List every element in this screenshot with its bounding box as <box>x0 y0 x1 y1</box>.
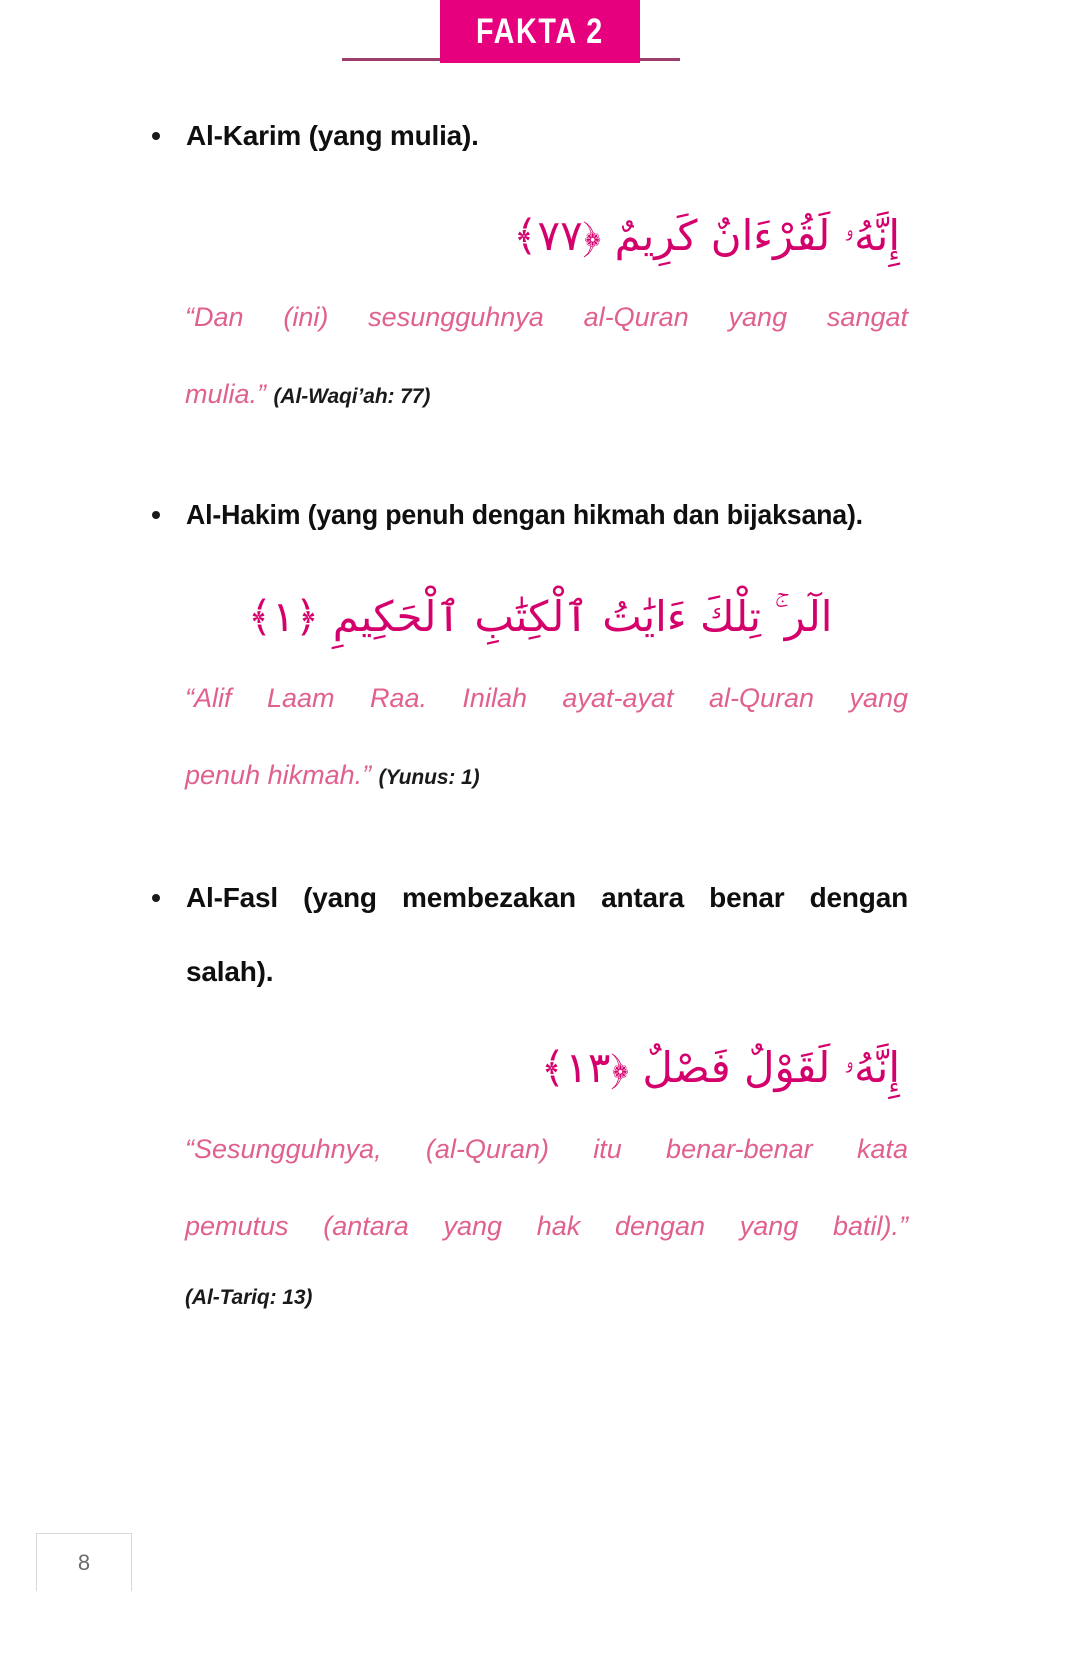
verse-citation: (Al-Waqi’ah: 77) <box>273 384 431 408</box>
verse-citation: (Yunus: 1) <box>378 765 480 789</box>
fact-heading <box>186 880 908 991</box>
translation-quote <box>0 1130 1080 1313</box>
bullet-dot-icon <box>152 894 160 902</box>
fact-banner <box>440 0 640 63</box>
bullet-heading-row <box>0 118 1080 155</box>
footer-band <box>0 1591 1080 1669</box>
quote-line: “Alif Laam Raa. Inilah ayat-ayat al-Quran yang <box>185 683 908 714</box>
fact-heading-line: salah). <box>186 955 274 987</box>
quote-line-text: mulia.” <box>185 378 267 409</box>
quote-line <box>185 375 908 413</box>
fact-item-al-fasl <box>0 880 1080 1313</box>
bullet-dot-icon <box>152 511 160 519</box>
quote-line: “Dan (ini) sesungguhnya al-Quran yang sangat <box>185 302 908 333</box>
fact-item-al-hakim <box>0 497 1080 794</box>
fact-heading-line: Al-Fasl (yang membezakan antara benar dengan <box>186 882 908 914</box>
page-header <box>0 0 1080 90</box>
quran-verse-arabic: الٓر ۚ تِلْكَ ءَايَٰتُ ٱلْكِتَٰبِ ٱلْحَكِيمِ ﴿١﴾ <box>247 591 833 641</box>
page-number: 8 <box>77 1549 91 1575</box>
page-content <box>0 118 1080 1313</box>
bullet-heading-row <box>0 880 1080 991</box>
section-gap <box>0 794 1080 880</box>
translation-quote <box>0 679 1080 794</box>
fact-banner-label: FAKTA 2 <box>476 11 604 51</box>
section-gap <box>0 413 1080 497</box>
page-number-box <box>36 1533 132 1591</box>
verse-citation: (Al-Tariq: 13) <box>185 1286 313 1310</box>
fact-item-al-karim <box>0 118 1080 413</box>
quote-line: pemutus (antara yang hak dengan yang batil).” <box>185 1210 908 1241</box>
quote-line-text: penuh hikmah.” <box>185 759 372 790</box>
quran-verse-arabic: إِنَّهُۥ لَقُرْءَانٌ كَرِيمٌ ﴿٧٧﴾ <box>512 210 900 260</box>
quote-line: “Sesungguhnya, (al-Quran) itu benar-benar kata <box>185 1134 908 1165</box>
fact-heading: Al-Karim (yang mulia). <box>186 120 479 151</box>
fact-heading: Al-Hakim (yang penuh dengan hikmah dan bijaksana). <box>186 499 863 531</box>
bullet-dot-icon <box>152 132 160 140</box>
bullet-heading-row <box>0 497 1080 534</box>
quran-verse-arabic: إِنَّهُۥ لَقَوْلٌ فَصْلٌ ﴿١٣﴾ <box>540 1042 900 1092</box>
translation-quote <box>0 298 1080 413</box>
quote-line <box>185 756 908 794</box>
